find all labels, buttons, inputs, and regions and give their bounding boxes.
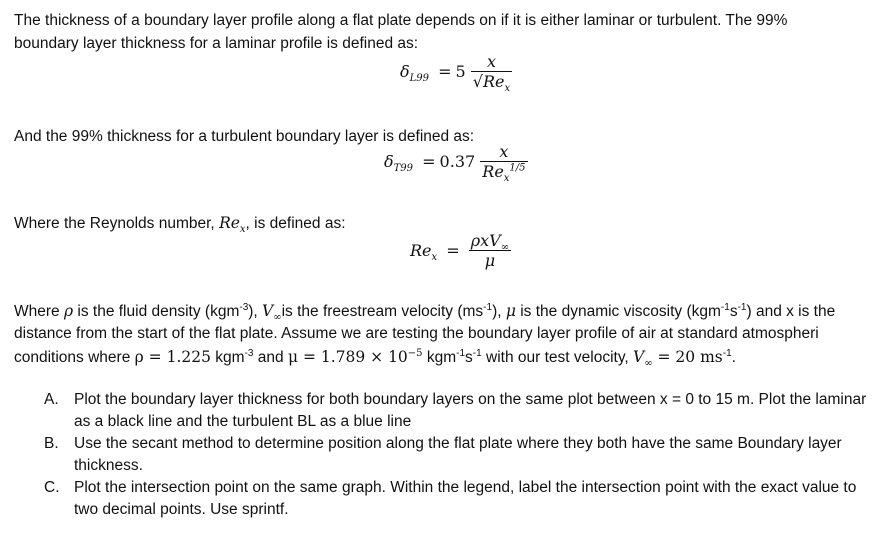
turbulent-fraction	[480, 142, 527, 185]
laminar-lhs-sub: L99	[409, 73, 430, 85]
reynolds-lhs-sub: x	[431, 252, 438, 264]
reynolds-equals: =	[446, 241, 460, 260]
laminar-coef: 5	[455, 62, 466, 81]
list-marker: A.	[44, 391, 59, 408]
laminar-fraction	[471, 52, 512, 95]
laminar-denominator	[471, 71, 512, 95]
turbulent-lhs: δ	[384, 152, 394, 171]
laminar-equals: =	[438, 62, 452, 81]
reynolds-denominator: μ	[469, 250, 511, 271]
definitions-line-3: conditions where ρ = 1.225 kgm$^{-3}$ and $\mu = 1.789 \times 10^{-5}$ $kgm^{-1}s^{-1}$ with our test velocity, $V_\infty = 20$ $ms^{-1}$.	[14, 347, 736, 370]
turbulent-equation	[384, 142, 528, 185]
reynolds-fraction	[469, 232, 511, 271]
reynolds-lhs: Re	[410, 241, 432, 260]
list-marker: B.	[44, 435, 59, 452]
list-item-text: Plot the intersection point on the same graph. Within the legend, label the intersection point with the exact value to two decimal points. Use sprintf.	[74, 479, 857, 518]
turbulent-numerator: x	[499, 142, 509, 161]
reynolds-numerator: ρxV$_\infty$	[470, 231, 510, 254]
laminar-lhs: δ	[400, 62, 410, 81]
definitions-line-2: distance from the start of the flat plate. Assume we are testing the boundary layer profile of air at standard atmospheri	[14, 325, 819, 342]
list-item	[44, 433, 876, 477]
list-item-text: Use the secant method to determine position along the flat plate where they both have the same Boundary layer thickness.	[74, 435, 842, 474]
reynolds-intro: Where the Reynolds number, $Re_x$, is defined as:	[14, 214, 346, 236]
turbulent-denominator: $Re_x^{1/5}$	[482, 162, 526, 185]
laminar-numerator: x	[486, 52, 496, 71]
list-item	[44, 477, 876, 521]
intro-line-1: The thickness of a boundary layer profile along a flat plate depends on if it is either laminar or turbulent. The 99%	[14, 12, 788, 29]
turbulent-lhs-sub: T99	[393, 163, 414, 175]
sqrt-icon: √	[472, 72, 483, 91]
list-marker: C.	[44, 479, 60, 496]
task-list	[44, 389, 876, 521]
turbulent-equals: =	[422, 152, 436, 171]
list-item	[44, 389, 876, 433]
laminar-equation	[400, 52, 512, 95]
reynolds-equation	[410, 232, 511, 271]
list-item-text: Plot the boundary layer thickness for both boundary layers on the same plot between x = 0 to 15 m. Plot the laminar as a black line and the turbulent BL as a blue line	[74, 391, 867, 430]
laminar-den-re: $Re_x$	[483, 72, 511, 95]
turbulent-coef: 0.37	[439, 152, 476, 171]
turbulent-intro: And the 99% thickness for a turbulent boundary layer is defined as:	[14, 128, 475, 145]
intro-line-2: boundary layer thickness for a laminar profile is defined as:	[14, 35, 419, 52]
definitions-line-1: Where ρ is the fluid density (kgm$^{-3}$), $V_\infty is$ the freestream velocity $(ms^{-1})$, μ is the dynamic viscosity $(kgm^{-1}s^{-1})$ and x is the	[14, 301, 836, 324]
